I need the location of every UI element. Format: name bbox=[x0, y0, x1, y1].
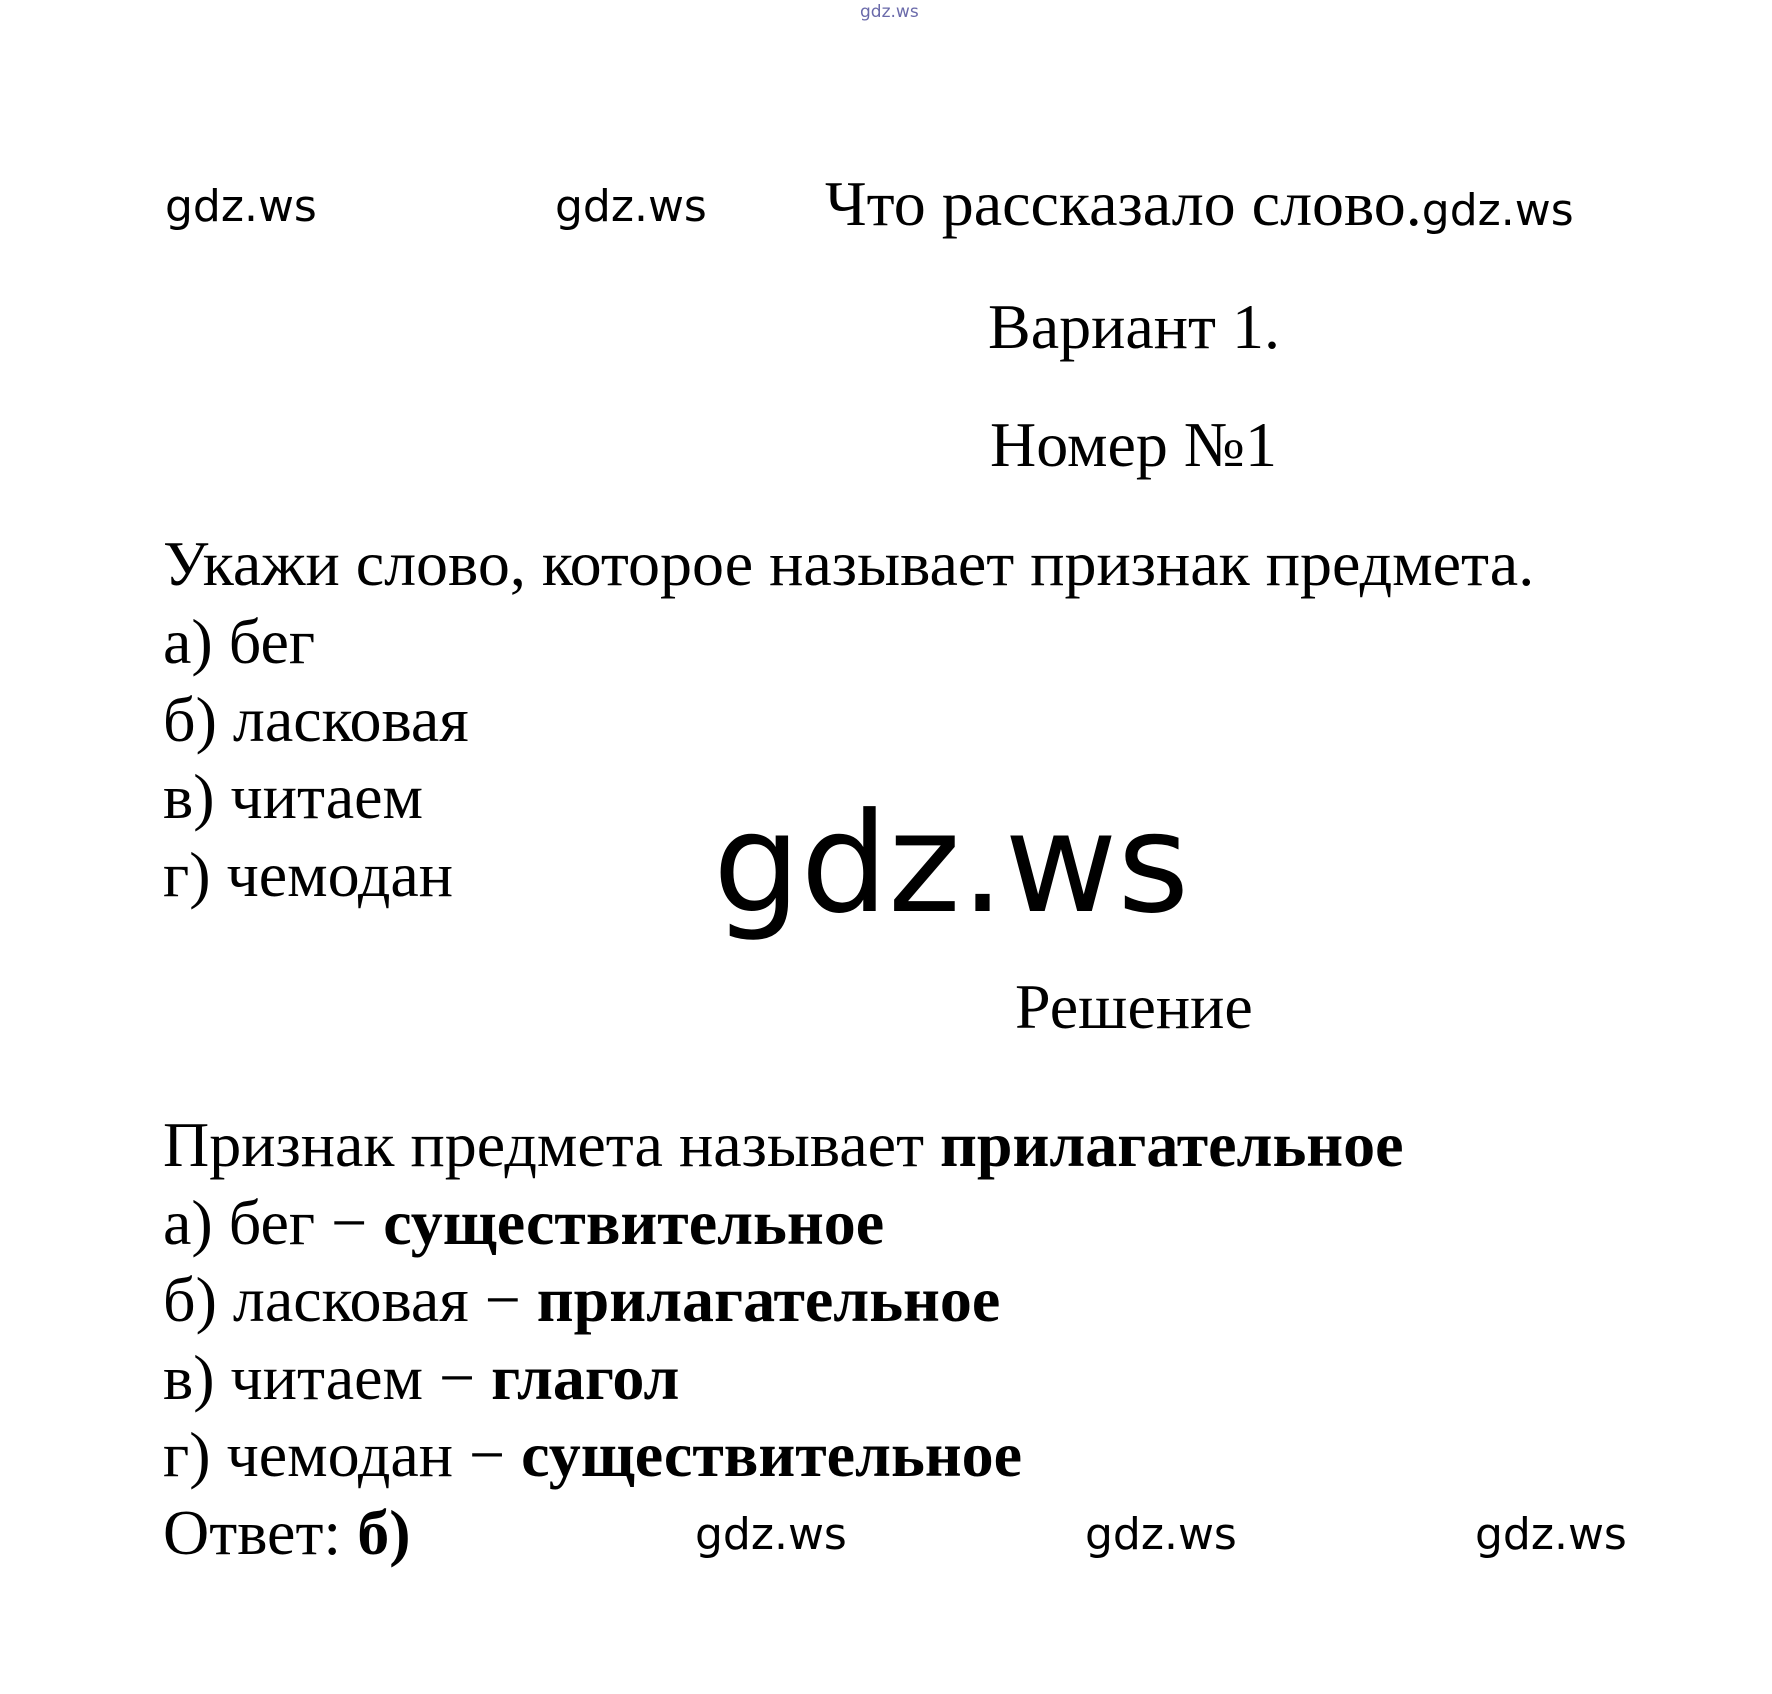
solution-line-d bbox=[163, 1419, 1023, 1490]
task-question: Укажи слово, которое называет признак предмета. bbox=[163, 528, 1535, 599]
solution-line-text: г) чемодан − bbox=[163, 1419, 522, 1490]
solution-line-bold: существительное bbox=[383, 1187, 885, 1258]
watermark-bottom-3: gdz.ws bbox=[1475, 1509, 1627, 1560]
task-option-c: в) читаем bbox=[163, 761, 424, 832]
watermark-top-tiny: gdz.ws bbox=[860, 2, 919, 22]
title-watermark: gdz.ws bbox=[1421, 185, 1574, 236]
solution-line-text: б) ласковая − bbox=[163, 1264, 537, 1335]
page-title-text: Что рассказало слово. bbox=[825, 168, 1422, 239]
watermark-top-left-2: gdz.ws bbox=[555, 181, 707, 232]
page-title bbox=[825, 168, 1574, 239]
solution-line-a bbox=[163, 1187, 885, 1258]
solution-line-bold: существительное bbox=[521, 1419, 1023, 1490]
watermark-bottom-2: gdz.ws bbox=[1085, 1509, 1237, 1560]
watermark-top-left-1: gdz.ws bbox=[165, 181, 317, 232]
task-option-b: б) ласковая bbox=[163, 684, 469, 755]
number-heading: Номер №1 bbox=[990, 409, 1277, 480]
solution-line-text: в) читаем − bbox=[163, 1342, 492, 1413]
solution-intro-text: Признак предмета называет bbox=[163, 1109, 941, 1180]
watermark-center-big: gdz.ws bbox=[713, 783, 1190, 944]
solution-intro-bold: прилагательное bbox=[940, 1109, 1404, 1180]
watermark-bottom-1: gdz.ws bbox=[695, 1509, 847, 1560]
solution-line-b bbox=[163, 1264, 1001, 1335]
answer-value: б) bbox=[357, 1497, 411, 1568]
solution-intro bbox=[163, 1109, 1404, 1180]
solution-line-bold: глагол bbox=[491, 1342, 680, 1413]
variant-heading: Вариант 1. bbox=[988, 291, 1280, 362]
solution-heading: Решение bbox=[1015, 971, 1253, 1042]
task-option-a: а) бег bbox=[163, 606, 316, 677]
task-option-d: г) чемодан bbox=[163, 839, 454, 910]
answer-label: Ответ: bbox=[163, 1497, 358, 1568]
answer-line bbox=[163, 1497, 411, 1568]
solution-line-text: а) бег − bbox=[163, 1187, 384, 1258]
solution-line-c bbox=[163, 1342, 680, 1413]
solution-line-bold: прилагательное bbox=[536, 1264, 1001, 1335]
